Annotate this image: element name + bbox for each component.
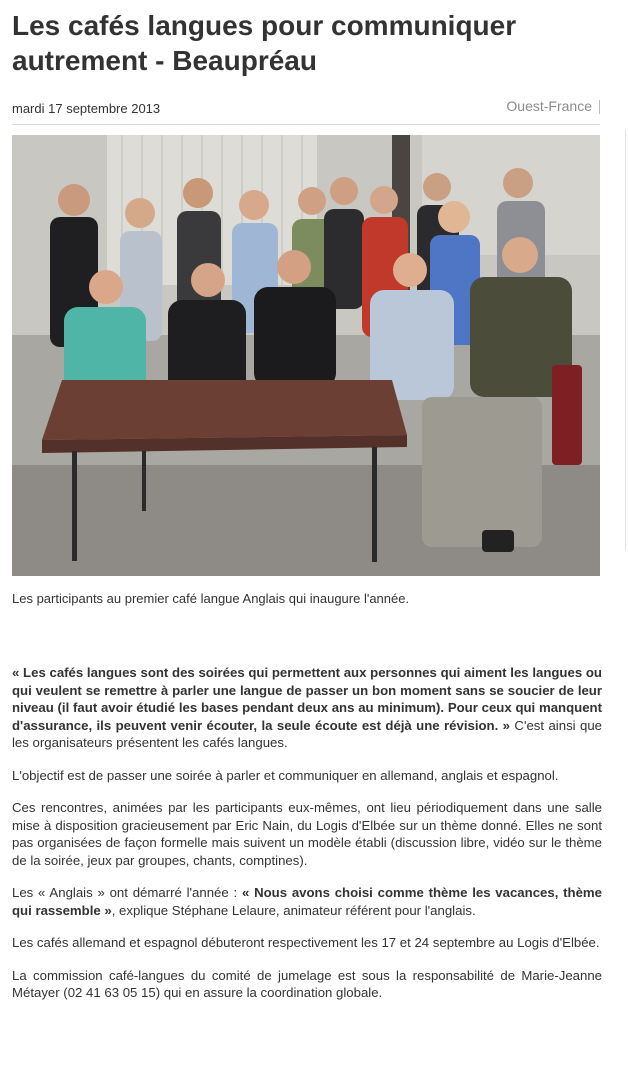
paragraph-6: La commission café-langues du comité de jumelage est sous la responsabilité de Marie-Jeanne Métayer (02 41 63 05 15) qui en assure la coordination globale. — [12, 967, 602, 1000]
article-title: Les cafés langues pour communiquer autrement - Beaupréau — [12, 10, 517, 76]
paragraph-2: L'objectif est de passer une soirée à parler et communiquer en allemand, anglais et espagnol. — [12, 767, 559, 783]
article-meta — [12, 96, 600, 125]
paragraph-1-rest: C'est ainsi que les organisateurs présentent les cafés langues. — [12, 717, 602, 750]
paragraph-4 — [12, 884, 602, 919]
source-divider — [599, 100, 600, 114]
paragraph-4-end: , explique Stéphane Lelaure, animateur référent pour l'anglais. — [111, 902, 476, 918]
source-name[interactable]: Ouest-France — [506, 98, 592, 114]
photo-caption: Les participants au premier café langue Anglais qui inaugure l'année. — [12, 591, 410, 606]
paragraph-4-start: Les « Anglais » ont démarré l'année : — [12, 885, 242, 900]
paragraph-5: Les cafés allemand et espagnol débuteront respectivement les 17 et 24 septembre au Logis d'Elbée. — [12, 935, 600, 950]
publication-date: mardi 17 septembre 2013 — [12, 101, 161, 116]
opening-quote: « Les cafés langues sont des soirées qui permettent aux personnes qui aiment les langues ou qui veulent se remettre à parler une langue de passer un bon moment sans se soucier de leur niveau (il faut avoir étudié les bases pendant deux ans au minimum). Pour ceux qui manquent d'assurance, ils peuvent venir écouter, la seule écoute est déjà une révision. » — [12, 665, 602, 733]
column-divider — [625, 130, 626, 550]
group-photo — [12, 135, 600, 576]
paragraph-1 — [12, 664, 602, 752]
article-body — [12, 664, 602, 1017]
speaker-quote: « Nous avons choisi comme thème les vacances, thème qui rassemble » — [12, 885, 602, 918]
paragraph-3: Ces rencontres, animées par les participants eux-mêmes, ont lieu périodiquement dans une salle mise à disposition gracieusement par Eric Nain, du Logis d'Elbée sur un thème donné. Elles ne sont pas organisées de façon formelle mais suivent un modèle établi (discussion libre, vidéo sur le thème de la soirée, jeux par groupes, chants, comptines). — [12, 800, 602, 868]
